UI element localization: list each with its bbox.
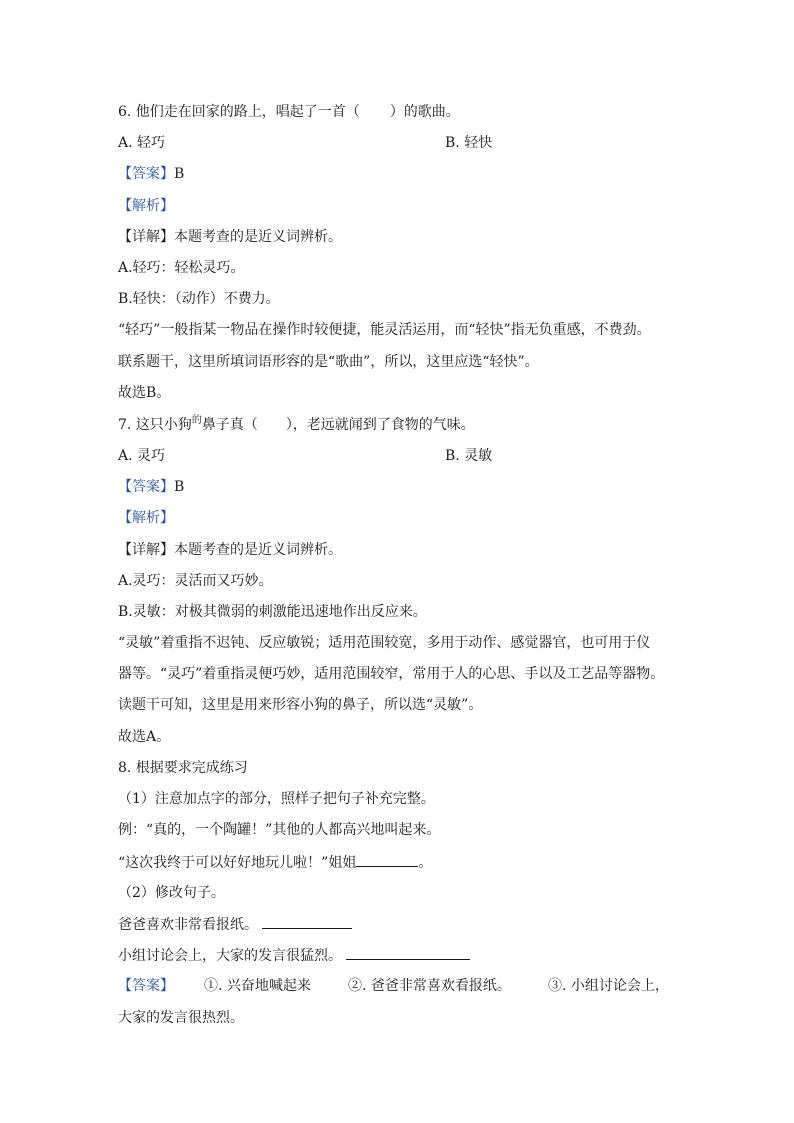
q7-stem-mid: 鼻子真（: [201, 417, 258, 433]
q8-answer-2: ②. 爸爸非常喜欢看报纸。: [348, 978, 511, 994]
q7-def-a: A.灵巧：灵活而又巧妙。: [118, 573, 273, 589]
q7-options: [118, 446, 678, 466]
q8-sentence2: [118, 914, 352, 935]
q6-choice: 故选B。: [118, 385, 171, 401]
q6-answer-tag: 【答案】: [118, 166, 174, 182]
q7-answer-tag: 【答案】: [118, 479, 174, 495]
q7-option-a: A. 灵巧: [118, 448, 166, 464]
q6-def-a: A.轻巧：轻松灵巧。: [118, 260, 245, 276]
q8-sentence1-text: “这次我终于可以好好地玩儿啦！”姐姐: [118, 855, 357, 871]
q7-explanation-2: 器等。“灵巧”着重指灵便巧妙，适用范围较窄，常用于人的心思、手以及工艺品等器物。: [118, 666, 665, 682]
q6-stem-post: ）的歌曲。: [389, 104, 460, 120]
q7-stem-pre: 7. 这只小狗: [118, 417, 192, 433]
q6-detail-tag: 【详解】: [118, 229, 174, 245]
q6-detail: [118, 227, 342, 247]
q8-blank-3: [346, 945, 470, 960]
q6-def-b: B.轻快：（动作）不费力。: [118, 291, 280, 307]
q6-stem-pre: 6. 他们走在回家的路上，唱起了一首（: [118, 104, 360, 120]
q8-title: 8. 根据要求完成练习: [118, 760, 248, 776]
q7-detail-tag: 【详解】: [118, 542, 174, 558]
q8-answer-3: ③. 小组讨论会上，: [548, 978, 669, 994]
q7-explanation-1: “灵敏”着重指不迟钝、反应敏锐；适用范围较宽，多用于动作、感觉器官，也可用于仪: [118, 635, 651, 651]
q6-explanation-1: “轻巧”一般指某一物品在操作时较便捷，能灵活运用，而“轻快”指无负重感，不费劲。: [118, 322, 651, 338]
q8-answer-3-cont: 大家的发言很热烈。: [118, 1010, 244, 1026]
q7-detail: [118, 540, 342, 560]
q8-sentence1-end: 。: [418, 855, 433, 871]
q8-part2: （2）修改句子。: [118, 885, 225, 901]
q8-sentence2-text: 爸爸喜欢非常看报纸。: [118, 917, 258, 933]
q8-answer-1: ①. 兴奋地喊起来: [204, 978, 311, 994]
q6-analysis-tag: 【解析】: [118, 198, 174, 214]
q7-stem-post: ），老远就闻到了食物的气味。: [285, 417, 475, 433]
q7-stem: [118, 415, 475, 437]
q6-answer: [118, 164, 184, 184]
q8-example: 例：“真的，一个陶罐！”其他的人都高兴地叫起来。: [118, 822, 441, 838]
q8-part1: （1）注意加点字的部分，照样子把句子补充完整。: [118, 791, 435, 807]
q6-answer-value: B: [174, 166, 185, 182]
q6-options: [118, 133, 678, 153]
q7-answer: [118, 477, 184, 497]
q6-detail-text: 本题考查的是近义词辨析。: [174, 229, 342, 245]
q8-sentence3: [118, 945, 470, 966]
q6-stem: [118, 102, 460, 122]
q8-blank-1: [356, 852, 418, 867]
q8-answer: [118, 976, 678, 996]
q6-option-a: A. 轻巧: [118, 135, 166, 151]
q8-sentence1: [118, 852, 432, 873]
q7-def-b: B.灵敏：对极其微弱的刺激能迅速地作出反应来。: [118, 604, 427, 620]
q7-stem-sup: 的: [191, 415, 202, 426]
q7-explanation-3: 读题干可知，这里是用来形容小狗的鼻子，所以选“灵敏”。: [118, 697, 483, 713]
q7-answer-value: B: [174, 479, 185, 495]
q7-choice: 故选A。: [118, 729, 171, 745]
q6-explanation-2: 联系题干，这里所填词语形容的是“歌曲”，所以，这里应选“轻快”。: [118, 354, 539, 370]
q7-option-b: B. 灵敏: [445, 448, 493, 464]
q8-answer-tag: 【答案】: [118, 978, 174, 994]
q8-blank-2: [262, 914, 352, 929]
q8-sentence3-text: 小组讨论会上，大家的发言很猛烈。: [118, 948, 342, 964]
q7-detail-text: 本题考查的是近义词辨析。: [174, 542, 342, 558]
q6-option-b: B. 轻快: [445, 135, 493, 151]
q7-analysis-tag: 【解析】: [118, 510, 174, 526]
